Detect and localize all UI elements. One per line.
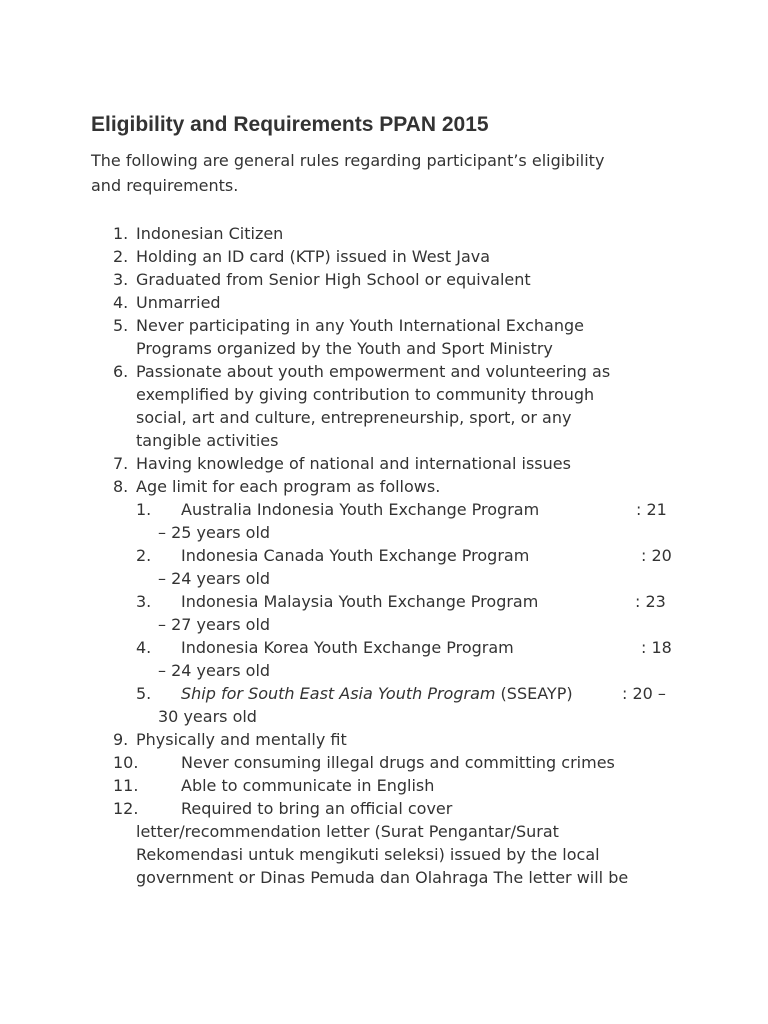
list-item-number: 1.	[113, 224, 129, 243]
list-item-number: 3.	[113, 270, 129, 289]
list-item-text: Age limit for each program as follows.	[136, 477, 441, 496]
list-item-number: 11.	[113, 776, 139, 795]
list-item-number: 12.	[113, 799, 139, 818]
list-item-text: government or Dinas Pemuda dan Olahraga The letter will be	[136, 868, 629, 887]
list-item-text: Able to communicate in English	[181, 776, 435, 795]
program-number: 5.	[136, 684, 152, 703]
program-age-start: : 18	[641, 638, 672, 657]
program-age-end: – 27 years old	[158, 615, 271, 634]
list-item-number: 7.	[113, 454, 129, 473]
list-item-text: Required to bring an official cover	[181, 799, 453, 818]
program-age-end: – 24 years old	[158, 569, 271, 588]
list-item	[0, 728, 696, 751]
list-item-text: Never participating in any Youth International Exchange	[136, 316, 584, 335]
list-item	[0, 475, 696, 728]
program-name: Ship for South East Asia Youth Program	[181, 684, 496, 703]
program-item	[136, 636, 696, 682]
list-item-text: Rekomendasi untuk mengikuti seleksi) issued by the local	[136, 845, 600, 864]
list-item	[0, 222, 696, 245]
program-age-start: : 20	[641, 546, 672, 565]
program-number: 3.	[136, 592, 152, 611]
list-item-text: exemplified by giving contribution to community through	[136, 385, 595, 404]
program-age-end: – 25 years old	[158, 523, 271, 542]
program-age-end: 30 years old	[158, 707, 257, 726]
program-item	[136, 682, 696, 728]
list-item-number: 9.	[113, 730, 129, 749]
program-abbreviation: (SSEAYP)	[495, 684, 573, 703]
list-item	[0, 291, 696, 314]
program-item	[136, 544, 696, 590]
program-number: 2.	[136, 546, 152, 565]
program-item	[136, 590, 696, 636]
page-title: Eligibility and Requirements PPAN 2015	[91, 113, 489, 136]
list-item-text: Having knowledge of national and international issues	[136, 454, 571, 473]
list-item-text: Physically and mentally fit	[136, 730, 347, 749]
age-limit-sublist	[136, 498, 696, 728]
list-item	[0, 751, 696, 774]
list-item-number: 2.	[113, 247, 129, 266]
program-age-end: – 24 years old	[158, 661, 271, 680]
intro-paragraph	[91, 148, 691, 198]
program-name: Indonesia Canada Youth Exchange Program	[181, 546, 530, 565]
list-item	[0, 268, 696, 291]
list-item-text: letter/recommendation letter (Surat Pengantar/Surat	[136, 822, 559, 841]
intro-line: and requirements.	[91, 176, 239, 195]
list-item-text: Never consuming illegal drugs and committing crimes	[181, 753, 615, 772]
list-item-number: 8.	[113, 477, 129, 496]
list-item-text: tangible activities	[136, 431, 279, 450]
list-item-text: Programs organized by the Youth and Sport Ministry	[136, 339, 553, 358]
intro-line: The following are general rules regarding participant’s eligibility	[91, 151, 605, 170]
list-item	[0, 360, 696, 452]
list-item-text: Indonesian Citizen	[136, 224, 284, 243]
program-number: 1.	[136, 500, 152, 519]
list-item-text: social, art and culture, entrepreneurship, sport, or any	[136, 408, 572, 427]
program-name: Indonesia Korea Youth Exchange Program	[181, 638, 514, 657]
program-age-start: : 20 –	[622, 684, 666, 703]
requirements-list	[0, 222, 768, 889]
list-item-number: 10.	[113, 753, 139, 772]
list-item	[0, 452, 696, 475]
list-item-number: 6.	[113, 362, 129, 381]
program-item	[136, 498, 696, 544]
list-item	[0, 314, 696, 360]
program-age-start: : 23	[635, 592, 666, 611]
list-item	[0, 797, 696, 889]
list-item	[0, 245, 696, 268]
list-item-text: Holding an ID card (KTP) issued in West Java	[136, 247, 491, 266]
list-item-text: Unmarried	[136, 293, 221, 312]
list-item	[0, 774, 696, 797]
list-item-number: 5.	[113, 316, 129, 335]
program-number: 4.	[136, 638, 152, 657]
program-name: Indonesia Malaysia Youth Exchange Program	[181, 592, 539, 611]
program-age-start: : 21	[636, 500, 667, 519]
list-item-number: 4.	[113, 293, 129, 312]
list-item-text: Graduated from Senior High School or equivalent	[136, 270, 531, 289]
program-name: Australia Indonesia Youth Exchange Program	[181, 500, 540, 519]
list-item-text: Passionate about youth empowerment and volunteering as	[136, 362, 611, 381]
